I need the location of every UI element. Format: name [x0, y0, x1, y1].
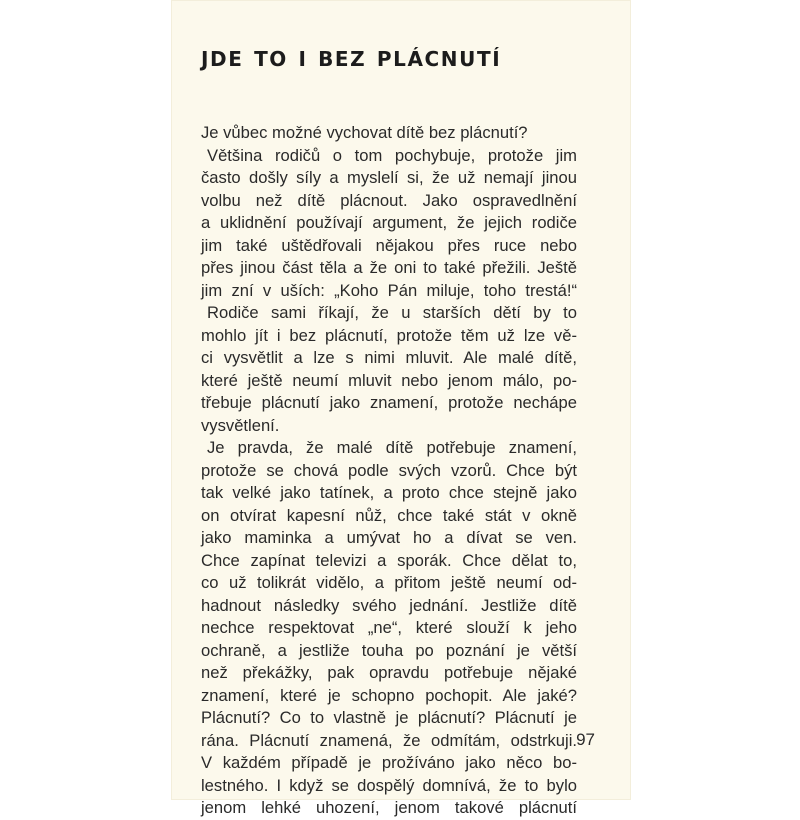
text-line: Plácnutí? Co to vlastně je plácnutí? Plácnutí je	[201, 708, 577, 727]
text-line: ci vysvětlit a lze s nimi mluvit. Ale malé dítě,	[201, 348, 577, 367]
text-line: ochraně, a jestliže touha po poznání je větší	[201, 640, 577, 660]
text-line: Většina rodičů o tom pochybuje, protože jim	[207, 145, 577, 165]
text-line: které ještě neumí mluvit nebo jenom málo, po-	[201, 370, 577, 390]
page-number: 97	[576, 730, 595, 749]
chapter-heading: JDE TO I BEZ PLÁCNUTÍ	[201, 47, 502, 71]
text-line: jako maminka a umývat ho a dívat se ven.	[201, 528, 577, 547]
text-line: Je pravda, že malé dítě potřebuje znamení,	[207, 438, 577, 457]
text-line: přes jinou část těla a že oni to také přežili. Ještě	[201, 258, 577, 277]
text-line: nechce respektovat „ne“, které slouží k jeho	[201, 618, 577, 637]
text-line: Je vůbec možné vychovat dítě bez plácnutí?	[201, 123, 528, 142]
text-line: vysvětlení.	[201, 415, 280, 435]
text-line: jim také uštědřovali nějakou přes ruce nebo	[201, 235, 577, 255]
text-line: jim zní v uších: „Koho Pán miluje, toho trestá!“	[201, 280, 577, 300]
body-text	[201, 122, 577, 820]
text-line: on otvírat kapesní nůž, chce také stát v okně	[201, 505, 577, 525]
text-line: často došly síly a myslelí si, že už nemají jinou	[201, 168, 577, 187]
text-line: lestného. I když se dospělý domnívá, že to bylo	[201, 775, 577, 795]
text-line: mohlo jít i bez plácnutí, protože těm už lze vě-	[201, 325, 577, 345]
book-page	[171, 0, 631, 817]
text-line: tak velké jako tatínek, a proto chce stejně jako	[201, 483, 577, 502]
text-line: Rodiče sami říkají, že u starších dětí by to	[207, 303, 577, 322]
text-line: Chce zapínat televizi a sporák. Chce dělat to,	[201, 550, 577, 570]
text-line: a uklidnění používají argument, že jejich rodiče	[201, 213, 577, 232]
text-line: než překážky, pak opravdu potřebuje nějaké	[201, 663, 577, 682]
text-line: V každém případě je prožíváno jako něco bo-	[201, 753, 577, 772]
text-line: jenom lehké uhození, jenom takové plácnutí	[201, 798, 577, 817]
text-line: protože se chová podle svých vzorů. Chce být	[201, 460, 577, 480]
text-line: znamení, které je schopno pochopit. Ale jaké?	[201, 685, 577, 705]
text-line: třebuje plácnutí jako znamení, protože nechápe	[201, 393, 577, 412]
text-line: co už tolikrát vidělo, a přitom ještě neumí od-	[201, 573, 577, 592]
text-line: volbu než dítě plácnout. Jako ospravedlnění	[201, 190, 577, 210]
text-line: hadnout následky svého jednání. Jestliže dítě	[201, 595, 577, 615]
text-line: rána. Plácnutí znamená, že odmítám, odstrkuji.	[201, 730, 577, 750]
